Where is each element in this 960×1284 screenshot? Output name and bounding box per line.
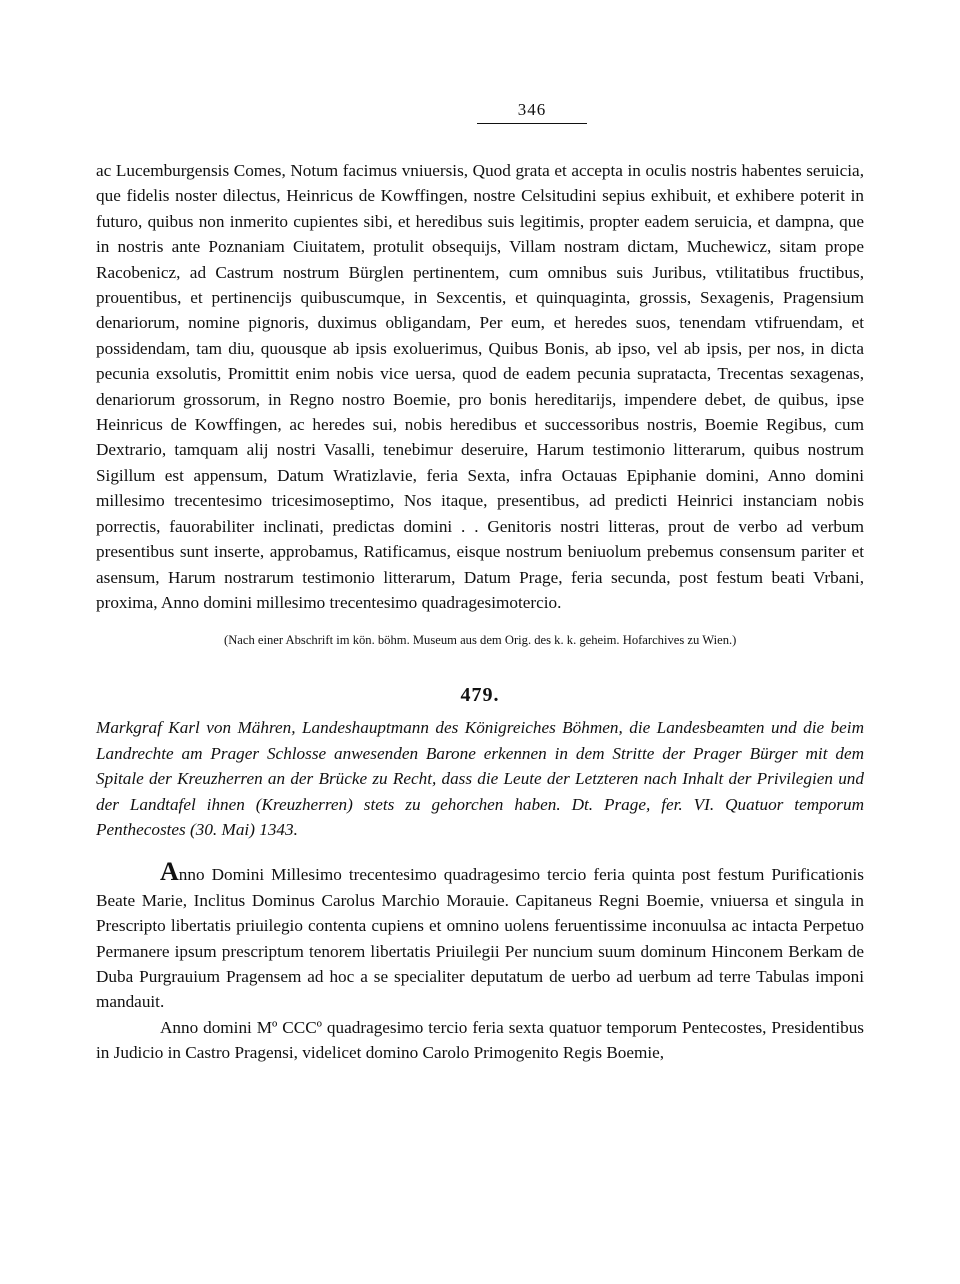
page-number: 346 xyxy=(477,100,587,124)
source-note: (Nach einer Abschrift im kön. böhm. Museum aus dem Orig. des k. k. geheim. Hofarchives zu Wien.) xyxy=(224,633,737,648)
document-heading: Markgraf Karl von Mähren, Landeshauptmann des Königreiches Böhmen, die Landesbeamten und die beim Landrechte am Prager Schlosse anwesenden Barone erkennen in dem Stritte der Prager Bürger mit dem Spitale der Kreuzherren an der Brücke zu Recht, dass die Leute der Letzteren nach Inhalt der Privilegien und der Landtafel ihnen (Kreuzherren) stets zu gehorchen haben. Dt. Prage, fer. VI. Quatuor temporum Penthecostes (30. Mai) 1343. xyxy=(96,718,864,839)
paragraph-1-text: nno Domini Millesimo trecentesimo quadragesimo tercio feria quinta post festum Purificationis Beate Marie, Inclitus Dominus Carolus Marchio Morauie. Capitaneus Regni Boemie, vniuersa et singula in Prescripto libertatis priuilegio contenta cupiens et omnino uolens feruentissime inconuulsa ac intacta Perpetuo Permanere ipsum prescriptum tenorem libertatis Priuilegii Per nuncium suum dominum Hinconem Berkam de Duba Purgrauium Pragensem ad hoc a se specialiter deputatum de uerbo ad uerbum ad terre Tabulas imponi mandauit. xyxy=(96,865,864,1012)
paragraph-1 xyxy=(96,857,864,1014)
page xyxy=(96,100,864,1066)
initial-letter: A xyxy=(160,857,179,887)
paragraph-2: Anno domini Mº CCCº quadragesimo tercio feria sexta quatuor temporum Pentecostes, Presidentibus in Judicio in Castro Pragensi, videlicet domino Carolo Primogenito Regis Boemie, xyxy=(96,1017,864,1063)
continuation-text: ac Lucemburgensis Comes, Notum facimus vniuersis, Quod grata et accepta in oculis nostris habentes seruicia, que fidelis noster dilectus, Heinricus de Kowffingen, nostre Celsitudini sepius exhibuit, et exhibere poterit in futuro, quibus non inmerito cupientes sibi, et heredibus suis legitimis, propter eadem seruicia, et dampna, que in nostris ante Poznaniam Ciuitatem, protulit obsequijs, Villam nostram dictam, Muchewicz, sitam prope Racobenicz, ad Castrum nostrum Bürglen pertinentem, cum omnibus suis Juribus, vtilitatibus fructibus, prouentibus, et pertinencijs quibuscumque, in Sexcentis, et quinquaginta, grossis, Sexagenis, Pragensium denariorum, nomine pignoris, duximus obligandam, Per eum, et heredes suos, tenendam vtifruendam, et possidendam, tam diu, quousque ab ipsis exoluerimus, Quibus Bonis, ab ipso, vel ab ipsis, per nos, in dicta pecunia exsolutis, Promittit enim nobis vice uersa, quod de eadem pecunia supratacta, Trecentas sexagenas, denariorum grossorum, in Regno nostro Boemie, pro bonis hereditarijs, impendere debet, de quibus, ipse Heinricus de Kowffingen, ac heredes sui, nobis heredibus et successoribus nostris, Boemie Regibus, cum Dextrario, tamquam alij nostri Vasalli, tenebimur deseruire, Harum testimonio litterarum, quibus nostrum Sigillum est appensum, Datum Wratizlavie, feria Sexta, infra Octauas Epiphanie domini, Anno domini millesimo trecentesimo tricesimoseptimo, Nos itaque, presentibus, ad predicti Heinrici instanciam nobis porrectis, fauorabiliter inclinati, predictas domini . . Genitoris nostri litteras, prout de verbo ad verbum presentibus sunt inserte, approbamus, Ratificamus, eisque nostrum beniuolum prebemus consensum pariter et asensum, Harum nostrarum testimonio litterarum, Datum Prage, feria secunda, post festum beati Vrbani, proxima, Anno domini millesimo trecentesimo quadragesimotercio. xyxy=(96,161,864,612)
document-number: 479. xyxy=(460,684,500,707)
